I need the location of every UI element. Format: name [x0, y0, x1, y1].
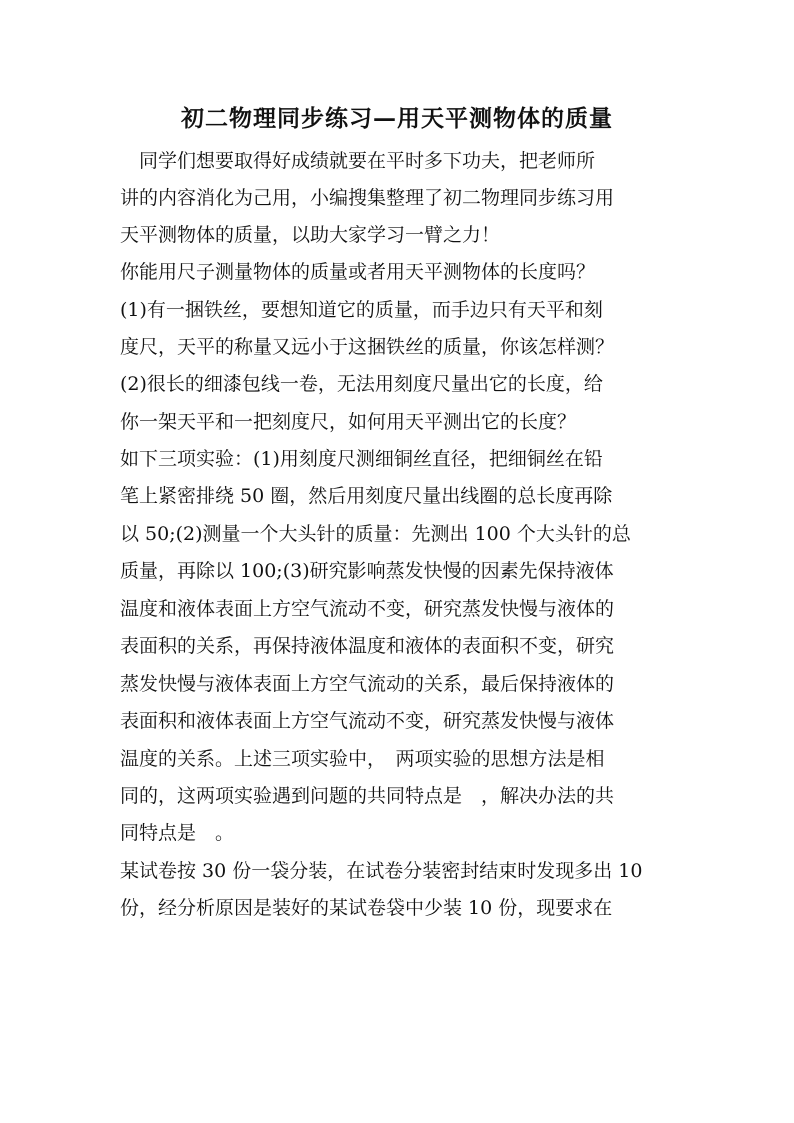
paragraph-line: 表面积的关系，再保持液体温度和液体的表面积不变，研究	[120, 635, 615, 657]
paragraph-line: 你一架天平和一把刻度尺，如何用天平测出它的长度？	[120, 411, 577, 433]
paragraph-line: (2)很长的细漆包线一卷，无法用刻度尺量出它的长度，给	[120, 373, 603, 395]
paragraph-line: 如下三项实验：(1)用刻度尺测细铜丝直径，把细铜丝在铅	[120, 448, 603, 470]
paragraph-line: 以 50;(2)测量一个大头针的质量：先测出 100 个大头针的总	[120, 523, 631, 545]
paragraph-line: 同的，这两项实验遇到问题的共同特点是 ，解决办法的共	[120, 785, 615, 807]
paragraph-line: 同学们想要取得好成绩就要在平时多下功夫，把老师所	[120, 150, 596, 172]
paragraph-line: 温度的关系。上述三项实验中， 两项实验的思想方法是相	[120, 748, 605, 770]
paragraph-line: 份，经分析原因是装好的某试卷袋中少装 10 份，现要求在	[120, 897, 613, 919]
paragraph-line: 表面积和液体表面上方空气流动不变，研究蒸发快慢与液体	[120, 710, 615, 732]
paragraph-line: 笔上紧密排绕 50 圈，然后用刻度尺量出线圈的总长度再除	[120, 485, 613, 507]
paragraph-line: 度尺，天平的称量又远小于这捆铁丝的质量，你该怎样测？	[120, 336, 615, 358]
paragraph-line: 某试卷按 30 份一袋分装，在试卷分装密封结束时发现多出 10	[120, 860, 643, 882]
paragraph-line: 同特点是 。	[120, 822, 235, 844]
paragraph-line: (1)有一捆铁丝，要想知道它的质量，而手边只有天平和刻	[120, 299, 603, 321]
paragraph-line: 温度和液体表面上方空气流动不变，研究蒸发快慢与液体的	[120, 598, 615, 620]
paragraph-line: 讲的内容消化为己用，小编搜集整理了初二物理同步练习用	[120, 187, 615, 209]
paragraph-line: 蒸发快慢与液体表面上方空气流动的关系，最后保持液体的	[120, 673, 615, 695]
paragraph-line: 天平测物体的质量，以助大家学习一臂之力！	[120, 224, 501, 246]
document-title: 初二物理同步练习—用天平测物体的质量	[181, 105, 613, 132]
paragraph-line: 你能用尺子测量物体的质量或者用天平测物体的长度吗？	[120, 261, 596, 283]
paragraph-line: 质量，再除以 100;(3)研究影响蒸发快慢的因素先保持液体	[120, 560, 614, 582]
